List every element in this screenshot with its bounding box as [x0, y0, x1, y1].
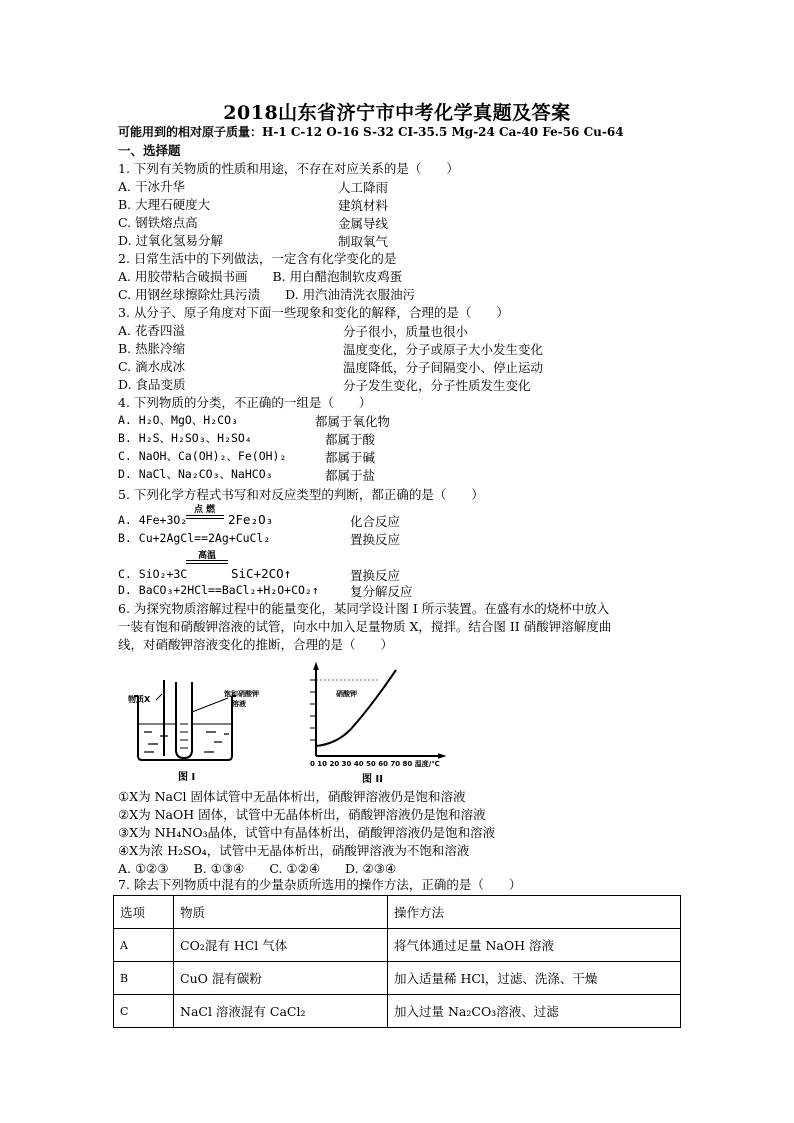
section-heading: 一、选择题 [118, 143, 181, 158]
q5-a-products: 2Fe₂O₃ [228, 512, 274, 527]
q4-option-d-class: 都属于盐 [325, 468, 376, 483]
figure-2-caption: 图 II [362, 774, 383, 784]
q2-stem: 2. 日常生活中的下列做法，一定含有化学变化的是 [118, 251, 397, 266]
q1-option-a-use: 人工降雨 [338, 180, 389, 195]
q5-a-condition: 点 燃 [194, 505, 216, 515]
q6-statement-3: ③X为 NH₄NO₃晶体，试管中有晶体析出，硝酸钾溶液仍是饱和溶液 [118, 825, 496, 840]
figure-1-substance-x: 物质X [128, 695, 151, 704]
q4-option-c-class: 都属于碱 [325, 450, 376, 465]
table-header-row [114, 896, 681, 929]
q6-choices: A. ①②③ B. ①③④ C. ①②④ D. ②③④ [118, 861, 397, 876]
q1-option-a: A. 干冰升华 [118, 179, 185, 194]
figure-2-solubility-curve [284, 660, 464, 784]
table-header-option: 选项 [114, 896, 174, 929]
table-row [114, 929, 681, 962]
table-cell-substance: NaCl 溶液混有 CaCl₂ [174, 995, 388, 1028]
q5-a-type: 化合反应 [350, 514, 401, 529]
table-cell-method: 将气体通过足量 NaOH 溶液 [388, 929, 681, 962]
q6-stem-line1: 6. 为探究物质溶解过程中的能量变化，某同学设计图 I 所示装置。在盛有水的烧杯中放入 [118, 601, 610, 616]
q4-option-b-class: 都属于酸 [325, 432, 376, 447]
q1-option-b: B. 大理石硬度大 [118, 197, 211, 212]
table-cell-option: B [114, 962, 174, 995]
q1-stem: 1. 下列有关物质的性质和用途，不存在对应关系的是（ ） [118, 161, 459, 176]
figure-2-x-axis: 0 10 20 30 40 50 60 70 80 温度/℃ [310, 760, 440, 768]
q6-statement-1: ①X为 NaCl 固体试管中无晶体析出，硝酸钾溶液仍是饱和溶液 [118, 789, 466, 804]
q4-option-c: C. NaOH、Ca(OH)₂、Fe(OH)₂ [118, 449, 287, 463]
q6-statement-2: ②X为 NaOH 固体，试管中无晶体析出，硝酸钾溶液仍是饱和溶液 [118, 807, 486, 822]
q3-option-c-explain: 温度降低，分子间隔变小、停止运动 [343, 360, 544, 375]
table-cell-method: 加入过量 Na₂CO₃溶液、过滤 [388, 995, 681, 1028]
figure-1-solution-label: 饱和硝酸钾 [224, 690, 259, 698]
q5-a-equal-top [186, 515, 224, 516]
q5-c-type: 置换反应 [350, 568, 401, 583]
q2-options-cd: C. 用钢丝球擦除灶具污渍 D. 用汽油清洗衣服油污 [118, 287, 416, 302]
table-cell-substance: CuO 混有碳粉 [174, 962, 388, 995]
q4-option-d: D. NaCl、Na₂CO₃、NaHCO₃ [118, 467, 273, 481]
q3-option-d-explain: 分子发生变化，分子性质发生变化 [343, 378, 531, 393]
q5-c-equal-bottom [186, 563, 228, 564]
q4-option-a-class: 都属于氧化物 [315, 414, 391, 429]
q4-option-a: A. H₂O、MgO、H₂CO₃ [118, 413, 238, 427]
q1-option-c: C. 钢铁熔点高 [118, 215, 198, 230]
q5-a-equal-bottom [186, 518, 224, 519]
q5-b-type: 置换反应 [350, 532, 401, 547]
q5-c-condition: 高温 [198, 551, 217, 561]
q5-a-reactants: A. 4Fe+3O₂ [118, 513, 188, 527]
figure-2-curve-label: 硝酸钾 [336, 690, 357, 698]
q5-c-reactants: C. SiO₂+3C [118, 567, 188, 581]
q2-options-ab: A. 用胶带粘合破损书画 B. 用白醋泡制软皮鸡蛋 [118, 269, 403, 284]
q1-option-d-use: 制取氧气 [338, 234, 389, 249]
q7-table [113, 895, 681, 1028]
q5-b-equation: B. Cu+2AgCl==2Ag+CuCl₂ [118, 531, 271, 545]
q3-option-d: D. 食品变质 [118, 377, 186, 392]
document-title: 2018山东省济宁市中考化学真题及答案 [223, 102, 571, 124]
q6-stem-line3: 线，对硝酸钾溶液变化的推断，合理的是（ ） [118, 637, 394, 652]
q5-c-products: SiC+2CO↑ [231, 566, 292, 581]
q5-c-equal-top [186, 560, 228, 561]
figure-1-caption: 图 I [178, 772, 196, 783]
figure-1-apparatus [120, 672, 280, 784]
q4-stem: 4. 下列物质的分类，不正确的一组是（ ） [118, 395, 372, 410]
q3-option-b: B. 热胀冷缩 [118, 341, 186, 356]
q6-statement-4: ④X为浓 H₂SO₄，试管中无晶体析出，硝酸钾溶液为不饱和溶液 [118, 843, 470, 858]
figure-1-solution-label-2: 溶液 [232, 700, 246, 708]
table-row [114, 995, 681, 1028]
table-row [114, 962, 681, 995]
q3-option-a: A. 花香四溢 [118, 323, 185, 338]
q5-stem: 5. 下列化学方程式书写和对反应类型的判断，都正确的是（ ） [118, 487, 484, 502]
q3-stem: 3. 从分子、原子角度对下面一些现象和变化的解释，合理的是（ ） [118, 305, 509, 320]
table-cell-method: 加入适量稀 HCl，过滤、洗涤、干燥 [388, 962, 681, 995]
q1-option-d: D. 过氧化氢易分解 [118, 233, 224, 248]
q3-option-b-explain: 温度变化，分子或原子大小发生变化 [343, 342, 544, 357]
table-cell-substance: CO₂混有 HCl 气体 [174, 929, 388, 962]
q6-stem-line2: 一装有饱和硝酸钾溶液的试管，向水中加入足量物质 X，搅拌。结合图 II 硝酸钾溶解度曲 [118, 619, 612, 634]
table-header-substance: 物质 [174, 896, 388, 929]
table-cell-option: C [114, 995, 174, 1028]
table-header-method: 操作方法 [388, 896, 681, 929]
q3-option-c: C. 滴水成冰 [118, 359, 186, 374]
q7-stem: 7. 除去下列物质中混有的少量杂质所选用的操作方法，正确的是（ ） [118, 877, 522, 892]
q5-d-equation: D. BaCO₃+2HCl==BaCl₂+H₂O+CO₂↑ [118, 583, 319, 597]
q5-d-type: 复分解反应 [350, 584, 413, 599]
q1-option-b-use: 建筑材料 [338, 198, 389, 213]
table-cell-option: A [114, 929, 174, 962]
q1-option-c-use: 金属导线 [338, 216, 389, 231]
atomic-masses: 可能用到的相对原子质量：H-1 C-12 O-16 S-32 CI-35.5 Mg-24 Ca-40 Fe-56 Cu-64 [118, 125, 624, 139]
q4-option-b: B. H₂S、H₂SO₃、H₂SO₄ [118, 431, 252, 445]
q3-option-a-explain: 分子很小，质量也很小 [343, 324, 469, 339]
